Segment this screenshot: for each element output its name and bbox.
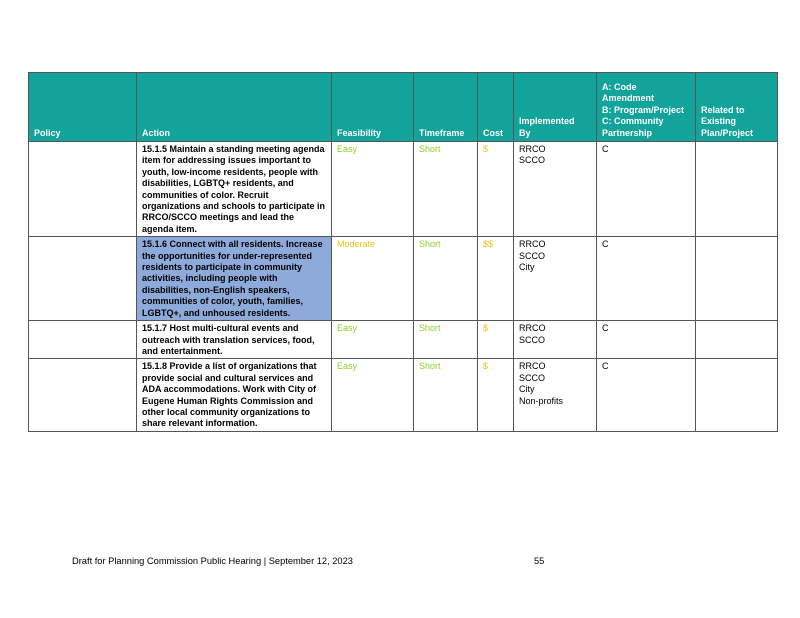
table-row [29, 321, 778, 359]
implemented-by-cell [514, 321, 597, 359]
header-category-line: Amendment [602, 93, 655, 104]
header-related-line: Related to [701, 104, 745, 115]
implementation-table [28, 72, 778, 432]
implementer: RRCO [519, 144, 546, 154]
implementer: Non-profits [519, 395, 564, 406]
header-timeframe: Timeframe [414, 73, 478, 142]
implementer: SCCO [519, 334, 546, 345]
header-implemented-by [514, 73, 597, 142]
implemented-by-cell [514, 237, 597, 321]
timeframe-cell: Short [414, 237, 478, 321]
action-cell-highlighted: 15.1.6 Connect with all residents. Increase the opportunities for under-represented residents to participate in community activities, including people with disabilities, non-English speakers, communities of color, youth, families, LGBTQ+, and unhoused residents. [137, 237, 332, 321]
header-related [696, 73, 778, 142]
policy-cell [29, 359, 137, 431]
implementer: SCCO [519, 250, 546, 261]
category-cell: C [597, 321, 696, 359]
cost-cell: $ [478, 359, 514, 431]
category-cell: C [597, 237, 696, 321]
header-row [29, 73, 778, 142]
table-row [29, 359, 778, 431]
action-cell: 15.1.7 Host multi-cultural events and outreach with translation services, food, and entertainment. [137, 321, 332, 359]
implementer: SCCO [519, 155, 546, 166]
header-implemented-line: By [519, 127, 531, 138]
feasibility-cell: Easy [332, 142, 414, 237]
header-category [597, 73, 696, 142]
implementer: City [519, 384, 535, 395]
header-feasibility: Feasibility [332, 73, 414, 142]
implementer: SCCO [519, 372, 546, 383]
category-cell: C [597, 359, 696, 431]
category-cell: C [597, 142, 696, 237]
table-row [29, 237, 778, 321]
header-cost: Cost [478, 73, 514, 142]
header-related-line: Plan/Project [701, 127, 754, 138]
implementer: RRCO [519, 361, 546, 372]
header-category-line: B: Program/Project [602, 104, 685, 115]
related-cell [696, 237, 778, 321]
implementer: City [519, 262, 535, 273]
related-cell [696, 359, 778, 431]
cost-cell: $ [478, 321, 514, 359]
policy-cell [29, 142, 137, 237]
footer-text: Draft for Planning Commission Public Hearing | September 12, 2023 [72, 556, 353, 566]
header-category-line: C: Community [602, 116, 664, 127]
feasibility-cell: Easy [332, 321, 414, 359]
related-cell [696, 321, 778, 359]
action-cell: 15.1.5 Maintain a standing meeting agenda item for addressing issues important to youth, low-income residents, people with disabilities, LGBTQ+ residents, and communities of color. Recruit organizations and schools to participate in RRCO/SCCO meetings and lead the agenda item. [137, 142, 332, 237]
timeframe-cell: Short [414, 142, 478, 237]
implementer: RRCO [519, 239, 546, 250]
implementer: RRCO [519, 323, 546, 334]
policy-cell [29, 321, 137, 359]
implemented-by-cell [514, 359, 597, 431]
header-action: Action [137, 73, 332, 142]
page-number: 55 [534, 556, 545, 566]
header-policy: Policy [29, 73, 137, 142]
action-cell: 15.1.8 Provide a list of organizations that provide social and cultural services and ADA accommodations. Work with City of Eugene Human Rights Commission and other local community organizations to share relevant information. [137, 359, 332, 431]
cost-cell: $ [478, 142, 514, 237]
header-related-line: Existing [701, 116, 737, 127]
header-category-line: Partnership [602, 127, 653, 138]
implemented-by-cell [514, 142, 597, 237]
table-row [29, 142, 778, 237]
timeframe-cell: Short [414, 321, 478, 359]
timeframe-cell: Short [414, 359, 478, 431]
feasibility-cell: Easy [332, 359, 414, 431]
feasibility-cell: Moderate [332, 237, 414, 321]
related-cell [696, 142, 778, 237]
header-category-line: A: Code [602, 81, 637, 92]
header-implemented-line: Implemented [519, 116, 575, 127]
cost-cell: $$ [478, 237, 514, 321]
policy-cell [29, 237, 137, 321]
